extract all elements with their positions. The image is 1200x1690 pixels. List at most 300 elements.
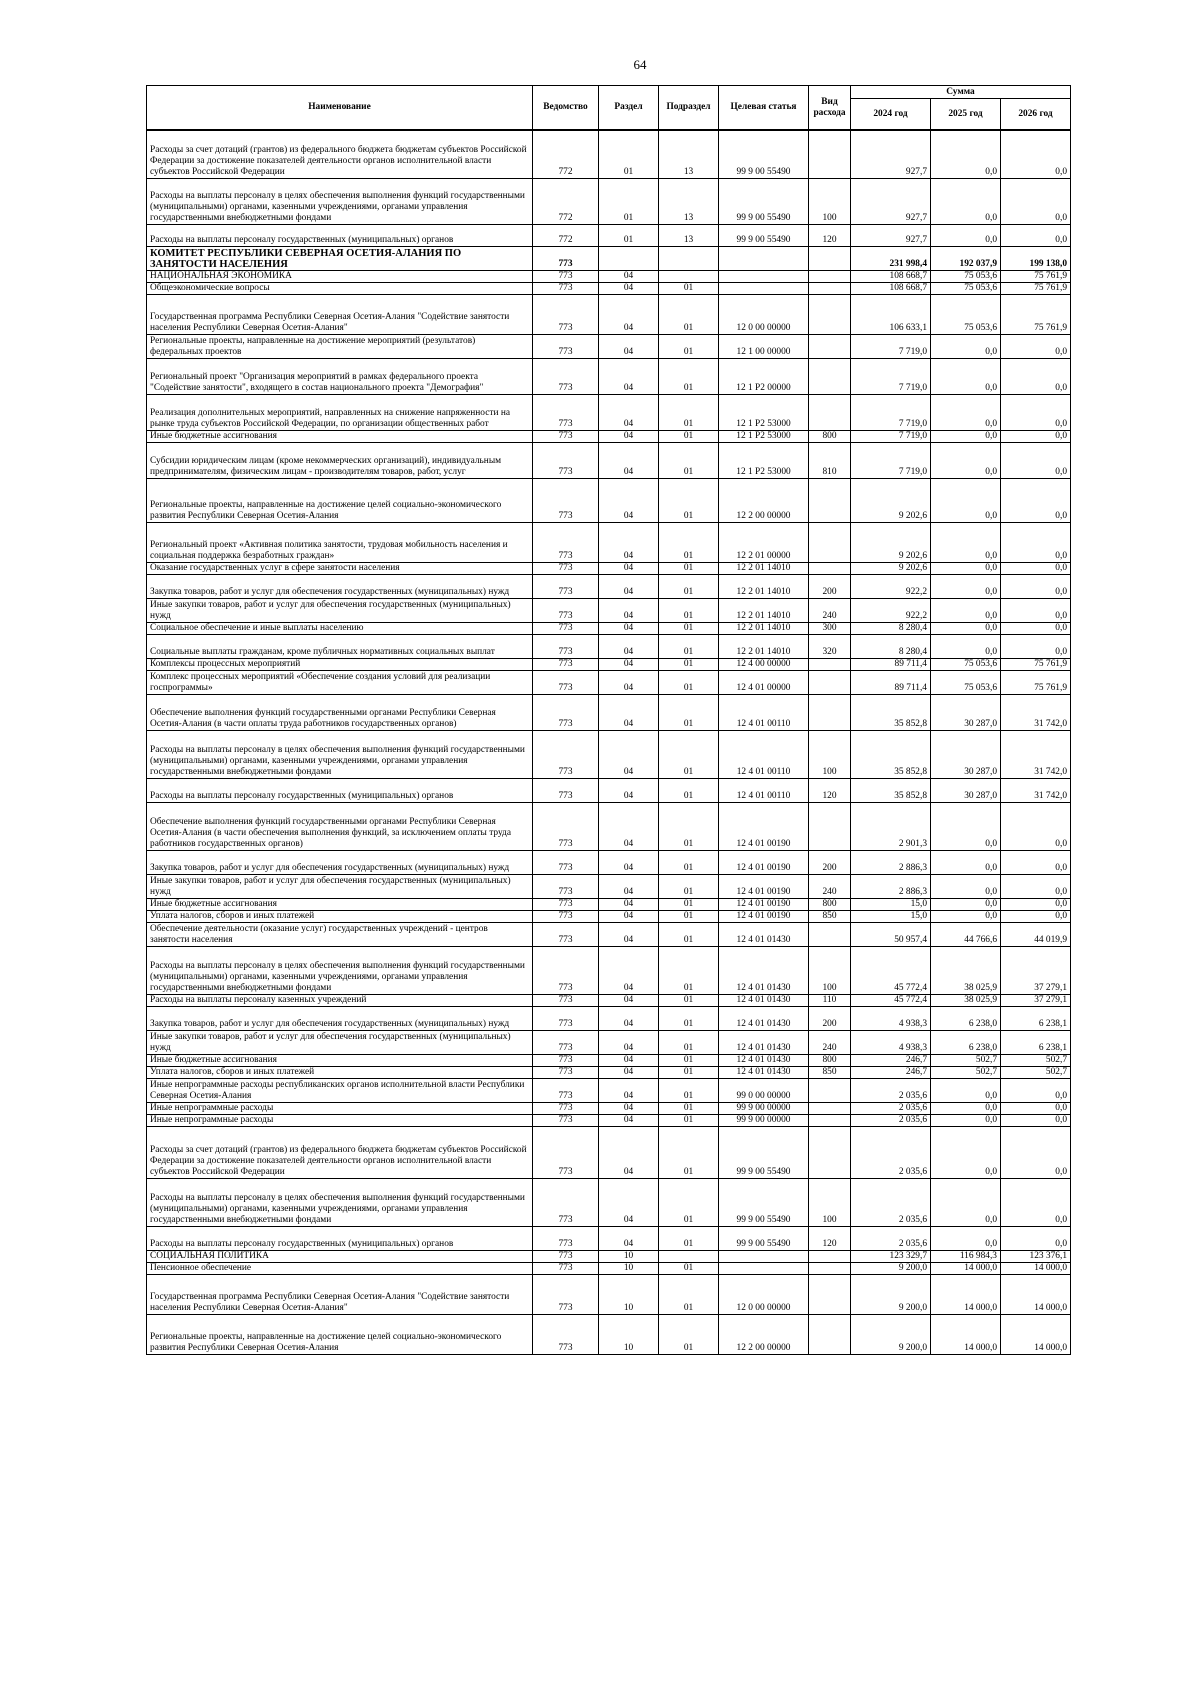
cell-2026: 31 742,0 [1001,778,1071,802]
cell-subsection: 01 [659,730,719,778]
cell-exp-type: 300 [809,622,851,634]
cell-name: Расходы на выплаты персоналу государственных (муниципальных) органов [147,778,533,802]
cell-name: Иные бюджетные ассигнования [147,898,533,910]
cell-dept: 773 [533,246,599,270]
cell-2024: 35 852,8 [851,778,931,802]
cell-subsection: 01 [659,574,719,598]
cell-exp-type: 200 [809,850,851,874]
cell-subsection: 01 [659,778,719,802]
cell-dept: 773 [533,850,599,874]
cell-exp-type [809,1274,851,1314]
cell-2026: 75 761,9 [1001,658,1071,670]
cell-2025: 0,0 [931,574,1001,598]
header-sum: Сумма [851,86,1071,99]
cell-target: 12 0 00 00000 [719,1274,809,1314]
cell-dept: 773 [533,430,599,442]
table-row [147,562,1071,574]
cell-target: 12 1 P2 53000 [719,442,809,478]
cell-section: 04 [599,874,659,898]
cell-2024: 45 772,4 [851,946,931,994]
cell-2025: 502,7 [931,1066,1001,1078]
cell-2025: 0,0 [931,394,1001,430]
cell-name: Иные непрограммные расходы [147,1102,533,1114]
cell-target: 12 2 01 14010 [719,562,809,574]
cell-exp-type: 240 [809,598,851,622]
cell-2026: 0,0 [1001,1114,1071,1126]
table-row [147,282,1071,294]
table-row [147,1054,1071,1066]
cell-2024: 2 035,6 [851,1126,931,1178]
cell-name: Расходы на выплаты персоналу государственных (муниципальных) органов [147,224,533,246]
cell-2025: 0,0 [931,1126,1001,1178]
cell-subsection: 01 [659,334,719,358]
cell-2026: 31 742,0 [1001,730,1071,778]
cell-dept: 773 [533,282,599,294]
cell-2025: 0,0 [931,522,1001,562]
cell-exp-type: 100 [809,946,851,994]
cell-target: 12 2 01 14010 [719,574,809,598]
cell-2025: 0,0 [931,910,1001,922]
cell-2024: 35 852,8 [851,694,931,730]
cell-dept: 773 [533,658,599,670]
cell-2026: 0,0 [1001,910,1071,922]
cell-2025: 75 053,6 [931,670,1001,694]
cell-subsection: 01 [659,1226,719,1250]
cell-name: Расходы на выплаты персоналу в целях обеспечения выполнения функций государственными (муниципальными) органами, казенными учреждениями, органами управления государственными внебюджетными фондами [147,946,533,994]
table-row [147,1262,1071,1274]
cell-subsection: 01 [659,282,719,294]
cell-section: 04 [599,598,659,622]
cell-name: Социальные выплаты гражданам, кроме публичных нормативных социальных выплат [147,634,533,658]
cell-name: Закупка товаров, работ и услуг для обеспечения государственных (муниципальных) нужд [147,574,533,598]
cell-2026: 199 138,0 [1001,246,1071,270]
cell-name: Региональные проекты, направленные на достижение целей социально-экономического развития Республики Северная Осетия-Алания [147,478,533,522]
cell-name: Уплата налогов, сборов и иных платежей [147,1066,533,1078]
cell-name: Региональный проект «Активная политика занятости, трудовая мобильность населения и социальная поддержка безработных граждан» [147,522,533,562]
cell-target [719,270,809,282]
cell-name: Иные закупки товаров, работ и услуг для обеспечения государственных (муниципальных) нужд [147,1030,533,1054]
cell-subsection: 13 [659,178,719,224]
cell-subsection: 01 [659,994,719,1006]
cell-2025: 30 287,0 [931,730,1001,778]
cell-section: 04 [599,994,659,1006]
cell-dept: 773 [533,1314,599,1354]
cell-2025: 0,0 [931,178,1001,224]
cell-section: 04 [599,562,659,574]
cell-exp-type [809,1078,851,1102]
cell-name: Обеспечение выполнения функций государственными органами Республики Северная Осетия-Алания (в части оплаты труда работников государственных органов) [147,694,533,730]
cell-dept: 772 [533,178,599,224]
table-row [147,1066,1071,1078]
cell-2024: 9 202,6 [851,478,931,522]
cell-name: Иные бюджетные ассигнования [147,430,533,442]
cell-dept: 773 [533,1250,599,1262]
cell-dept: 773 [533,358,599,394]
cell-2026: 0,0 [1001,442,1071,478]
cell-section [599,246,659,270]
cell-2024: 89 711,4 [851,670,931,694]
cell-subsection: 01 [659,1102,719,1114]
cell-dept: 773 [533,1226,599,1250]
cell-name: Пенсионное обеспечение [147,1262,533,1274]
cell-2025: 6 238,0 [931,1030,1001,1054]
cell-dept: 773 [533,802,599,850]
cell-section: 04 [599,358,659,394]
cell-exp-type [809,478,851,522]
cell-section: 04 [599,694,659,730]
table-row [147,622,1071,634]
cell-subsection: 01 [659,1126,719,1178]
cell-name: Уплата налогов, сборов и иных платежей [147,910,533,922]
cell-2026: 0,0 [1001,562,1071,574]
cell-2026: 0,0 [1001,178,1071,224]
cell-dept: 773 [533,670,599,694]
cell-section: 04 [599,394,659,430]
cell-section: 04 [599,478,659,522]
cell-subsection: 01 [659,1178,719,1226]
cell-target: 99 9 00 55490 [719,178,809,224]
cell-2025: 0,0 [931,1178,1001,1226]
cell-2024: 8 280,4 [851,634,931,658]
cell-section: 04 [599,1226,659,1250]
cell-dept: 773 [533,946,599,994]
table-row [147,246,1071,270]
cell-exp-type [809,246,851,270]
table-row [147,802,1071,850]
cell-section: 04 [599,1066,659,1078]
cell-2025: 14 000,0 [931,1314,1001,1354]
cell-2025: 75 053,6 [931,658,1001,670]
cell-section: 04 [599,1126,659,1178]
cell-subsection: 01 [659,1066,719,1078]
cell-2025: 0,0 [931,358,1001,394]
cell-name: Субсидии юридическим лицам (кроме некоммерческих организаций), индивидуальным предпринимателям, физическим лицам - производителям товаров, работ, услуг [147,442,533,478]
cell-exp-type: 800 [809,1054,851,1066]
cell-exp-type [809,922,851,946]
cell-exp-type [809,294,851,334]
cell-2024: 2 035,6 [851,1178,931,1226]
cell-2026: 0,0 [1001,1102,1071,1114]
cell-section: 04 [599,430,659,442]
cell-target: 12 2 01 14010 [719,622,809,634]
cell-2026: 37 279,1 [1001,994,1071,1006]
cell-subsection: 01 [659,694,719,730]
cell-2024: 7 719,0 [851,442,931,478]
cell-exp-type [809,394,851,430]
cell-exp-type: 240 [809,1030,851,1054]
header-2026: 2026 год [1001,99,1071,131]
cell-exp-type [809,1126,851,1178]
cell-2026: 14 000,0 [1001,1274,1071,1314]
cell-dept: 773 [533,294,599,334]
cell-subsection: 01 [659,358,719,394]
table-row [147,634,1071,658]
table-row [147,334,1071,358]
cell-name: Расходы за счет дотаций (грантов) из федерального бюджета бюджетам субъектов Российской Федерации за достижение показателей деятельности органов исполнительной власти субъектов Российской Федерации [147,130,533,178]
cell-section: 01 [599,130,659,178]
cell-2025: 0,0 [931,874,1001,898]
cell-2024: 7 719,0 [851,358,931,394]
cell-target: 12 4 01 00190 [719,850,809,874]
cell-subsection: 01 [659,598,719,622]
cell-subsection: 01 [659,898,719,910]
cell-target: 12 2 00 00000 [719,478,809,522]
cell-exp-type: 800 [809,898,851,910]
cell-section: 04 [599,910,659,922]
table-row [147,1114,1071,1126]
cell-subsection: 01 [659,478,719,522]
cell-2024: 9 200,0 [851,1274,931,1314]
cell-target: 12 4 01 00110 [719,778,809,802]
cell-target [719,1250,809,1262]
cell-2025: 192 037,9 [931,246,1001,270]
table-row [147,910,1071,922]
cell-section: 04 [599,922,659,946]
cell-2026: 0,0 [1001,802,1071,850]
cell-name: Обеспечение выполнения функций государственными органами Республики Северная Осетия-Алания (в части обеспечения выполнения функций, за исключением оплаты труда работников государственных органов) [147,802,533,850]
cell-target: 99 9 00 55490 [719,130,809,178]
cell-section: 10 [599,1250,659,1262]
cell-target: 99 9 00 55490 [719,224,809,246]
cell-2026: 0,0 [1001,850,1071,874]
cell-exp-type: 800 [809,430,851,442]
cell-2026: 6 238,1 [1001,1030,1071,1054]
cell-2025: 0,0 [931,850,1001,874]
cell-exp-type [809,694,851,730]
cell-2024: 2 035,6 [851,1226,931,1250]
cell-section: 04 [599,730,659,778]
cell-dept: 773 [533,1274,599,1314]
cell-subsection: 01 [659,802,719,850]
table-row [147,1102,1071,1114]
cell-target: 12 4 01 01430 [719,946,809,994]
cell-exp-type [809,1314,851,1354]
table-row [147,178,1071,224]
cell-target: 12 2 00 00000 [719,1314,809,1354]
cell-2024: 922,2 [851,598,931,622]
cell-subsection: 01 [659,522,719,562]
cell-exp-type: 200 [809,574,851,598]
cell-2025: 75 053,6 [931,270,1001,282]
cell-2026: 0,0 [1001,130,1071,178]
cell-subsection: 01 [659,1054,719,1066]
table-row [147,922,1071,946]
cell-exp-type: 850 [809,910,851,922]
cell-target: 12 4 01 00190 [719,898,809,910]
cell-subsection: 01 [659,874,719,898]
cell-subsection: 01 [659,946,719,994]
cell-subsection [659,246,719,270]
table-row [147,1178,1071,1226]
cell-section: 04 [599,622,659,634]
header-2025: 2025 год [931,99,1001,131]
cell-target: 99 0 00 00000 [719,1078,809,1102]
header-subsection: Подраздел [659,86,719,131]
cell-target [719,1262,809,1274]
cell-dept: 773 [533,694,599,730]
cell-exp-type [809,130,851,178]
cell-dept: 773 [533,522,599,562]
cell-subsection: 01 [659,1274,719,1314]
cell-target: 12 2 01 14010 [719,598,809,622]
cell-2026: 0,0 [1001,598,1071,622]
cell-2025: 0,0 [931,1114,1001,1126]
cell-2024: 9 200,0 [851,1262,931,1274]
cell-2026: 75 761,9 [1001,282,1071,294]
table-row [147,1030,1071,1054]
cell-name: Закупка товаров, работ и услуг для обеспечения государственных (муниципальных) нужд [147,1006,533,1030]
cell-name: Расходы на выплаты персоналу государственных (муниципальных) органов [147,1226,533,1250]
cell-2025: 30 287,0 [931,694,1001,730]
cell-dept: 773 [533,910,599,922]
header-section: Раздел [599,86,659,131]
cell-dept: 773 [533,1114,599,1126]
cell-exp-type [809,658,851,670]
cell-dept: 773 [533,270,599,282]
cell-exp-type [809,270,851,282]
cell-exp-type [809,358,851,394]
cell-2026: 75 761,9 [1001,294,1071,334]
cell-2025: 0,0 [931,1102,1001,1114]
cell-dept: 773 [533,1078,599,1102]
table-row [147,1314,1071,1354]
cell-subsection: 01 [659,1078,719,1102]
cell-exp-type: 120 [809,778,851,802]
table-row [147,478,1071,522]
cell-2024: 2 035,6 [851,1078,931,1102]
cell-exp-type: 120 [809,224,851,246]
cell-2026: 0,0 [1001,478,1071,522]
cell-dept: 773 [533,874,599,898]
cell-subsection: 01 [659,562,719,574]
cell-section: 04 [599,778,659,802]
cell-2025: 0,0 [931,130,1001,178]
cell-target: 99 9 00 55490 [719,1226,809,1250]
cell-target [719,246,809,270]
cell-section: 04 [599,270,659,282]
table-row [147,1274,1071,1314]
cell-dept: 773 [533,394,599,430]
cell-target: 12 1 P2 53000 [719,430,809,442]
cell-2025: 116 984,3 [931,1250,1001,1262]
table-body [147,130,1071,1354]
cell-2025: 14 000,0 [931,1274,1001,1314]
cell-name: Региональные проекты, направленные на достижение целей социально-экономического развития Республики Северная Осетия-Алания [147,1314,533,1354]
header-2024: 2024 год [851,99,931,131]
cell-subsection: 01 [659,1006,719,1030]
cell-2024: 2 886,3 [851,850,931,874]
cell-target: 12 4 01 00190 [719,910,809,922]
cell-section: 01 [599,224,659,246]
cell-section: 04 [599,1114,659,1126]
cell-exp-type: 100 [809,730,851,778]
cell-2026: 14 000,0 [1001,1262,1071,1274]
cell-name: Общеэкономические вопросы [147,282,533,294]
cell-target: 99 9 00 55490 [719,1178,809,1226]
cell-target: 12 4 01 01430 [719,922,809,946]
cell-exp-type: 110 [809,994,851,1006]
cell-target: 12 4 01 01430 [719,1054,809,1066]
cell-name: Региональные проекты, направленные на достижение мероприятий (результатов) федеральных проектов [147,334,533,358]
cell-target: 12 0 00 00000 [719,294,809,334]
cell-dept: 773 [533,334,599,358]
table-row [147,294,1071,334]
table-row [147,694,1071,730]
cell-name: Государственная программа Республики Северная Осетия-Алания "Содействие занятости населения Республики Северная Осетия-Алания" [147,294,533,334]
cell-dept: 773 [533,478,599,522]
cell-2025: 44 766,6 [931,922,1001,946]
cell-target: 12 4 01 00000 [719,670,809,694]
cell-exp-type [809,802,851,850]
cell-exp-type: 100 [809,1178,851,1226]
page-number: 64 [633,57,647,72]
cell-name: КОМИТЕТ РЕСПУБЛИКИ СЕВЕРНАЯ ОСЕТИЯ-АЛАНИЯ ПО ЗАНЯТОСТИ НАСЕЛЕНИЯ [147,246,533,270]
cell-2024: 9 200,0 [851,1314,931,1354]
cell-target: 12 4 01 01430 [719,1066,809,1078]
cell-exp-type [809,1102,851,1114]
cell-exp-type: 240 [809,874,851,898]
cell-2024: 106 633,1 [851,294,931,334]
cell-section: 04 [599,946,659,994]
cell-exp-type [809,562,851,574]
header-name: Наименование [147,86,533,131]
cell-section: 04 [599,334,659,358]
table-row [147,430,1071,442]
cell-2026: 37 279,1 [1001,946,1071,994]
cell-dept: 773 [533,598,599,622]
cell-target: 12 4 01 00190 [719,874,809,898]
cell-2024: 35 852,8 [851,730,931,778]
cell-dept: 773 [533,1030,599,1054]
cell-2026: 0,0 [1001,224,1071,246]
cell-dept: 773 [533,1006,599,1030]
cell-dept: 773 [533,574,599,598]
cell-2026: 0,0 [1001,334,1071,358]
cell-2024: 123 329,7 [851,1250,931,1262]
table-row [147,394,1071,430]
cell-2026: 0,0 [1001,634,1071,658]
cell-2026: 0,0 [1001,898,1071,910]
cell-subsection: 01 [659,442,719,478]
cell-2024: 8 280,4 [851,622,931,634]
cell-subsection: 01 [659,1030,719,1054]
table-row [147,994,1071,1006]
cell-dept: 772 [533,130,599,178]
cell-2024: 4 938,3 [851,1030,931,1054]
cell-name: Иные непрограммные расходы [147,1114,533,1126]
cell-2025: 0,0 [931,1226,1001,1250]
cell-section: 04 [599,898,659,910]
cell-dept: 773 [533,778,599,802]
table-row [147,1250,1071,1262]
cell-2024: 2 035,6 [851,1114,931,1126]
cell-section: 04 [599,1030,659,1054]
cell-name: Закупка товаров, работ и услуг для обеспечения государственных (муниципальных) нужд [147,850,533,874]
cell-subsection: 01 [659,850,719,874]
cell-section: 04 [599,658,659,670]
cell-subsection: 01 [659,394,719,430]
cell-2024: 9 202,6 [851,522,931,562]
cell-name: Расходы за счет дотаций (грантов) из федерального бюджета бюджетам субъектов Российской Федерации за достижение показателей деятельности органов исполнительной власти субъектов Российской Федерации [147,1126,533,1178]
cell-2024: 89 711,4 [851,658,931,670]
header-exp-type: Вид расхода [809,86,851,131]
cell-2025: 38 025,9 [931,994,1001,1006]
cell-section: 04 [599,1006,659,1030]
cell-section: 04 [599,850,659,874]
cell-subsection: 13 [659,130,719,178]
cell-section: 10 [599,1262,659,1274]
cell-subsection: 01 [659,1262,719,1274]
